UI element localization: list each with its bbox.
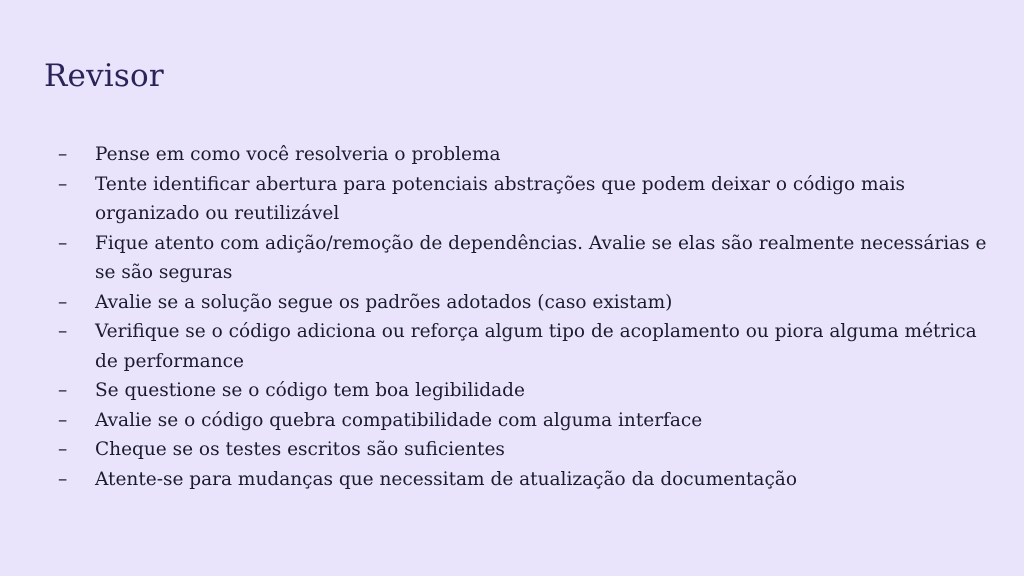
bullet-text: Fique atento com adição/remoção de dependências. Avalie se elas são realmente necessárias e se são seguras	[95, 232, 987, 283]
list-item	[58, 317, 988, 376]
bullet-marker: –	[58, 380, 68, 401]
bullet-text: Atente-se para mudanças que necessitam de atualização da documentação	[95, 468, 797, 490]
bullet-marker: –	[58, 291, 68, 313]
bullet-text: Se questione se o código tem boa legibilidade	[95, 380, 525, 401]
bullet-text: Avalie se a solução segue os padrões adotados (caso existam)	[95, 291, 673, 313]
bullet-marker: –	[58, 468, 68, 490]
bullet-text: Tente identificar abertura para potenciais abstrações que podem deixar o código mais organizado ou reutilizável	[95, 173, 906, 224]
list-item	[58, 140, 988, 170]
list-item	[58, 435, 988, 465]
list-item	[58, 465, 988, 495]
list-item	[58, 229, 988, 288]
list-item	[58, 288, 988, 318]
bullet-marker: –	[58, 232, 68, 254]
bullet-marker: –	[58, 439, 68, 460]
slide-title: Revisor	[44, 58, 164, 94]
bullet-marker: –	[58, 321, 68, 342]
list-item	[58, 376, 988, 406]
bullet-marker: –	[58, 173, 68, 195]
bullet-text: Pense em como você resolveria o problema	[95, 144, 501, 165]
list-item	[58, 170, 988, 229]
list-item	[58, 406, 988, 436]
bullet-text: Cheque se os testes escritos são suficientes	[95, 439, 505, 460]
bullet-marker: –	[58, 144, 68, 165]
bullet-list	[58, 140, 988, 494]
bullet-marker: –	[58, 409, 68, 431]
bullet-text: Verifique se o código adiciona ou reforça algum tipo de acoplamento ou piora alguma métrica de performance	[95, 321, 977, 372]
bullet-text: Avalie se o código quebra compatibilidade com alguma interface	[95, 409, 703, 431]
